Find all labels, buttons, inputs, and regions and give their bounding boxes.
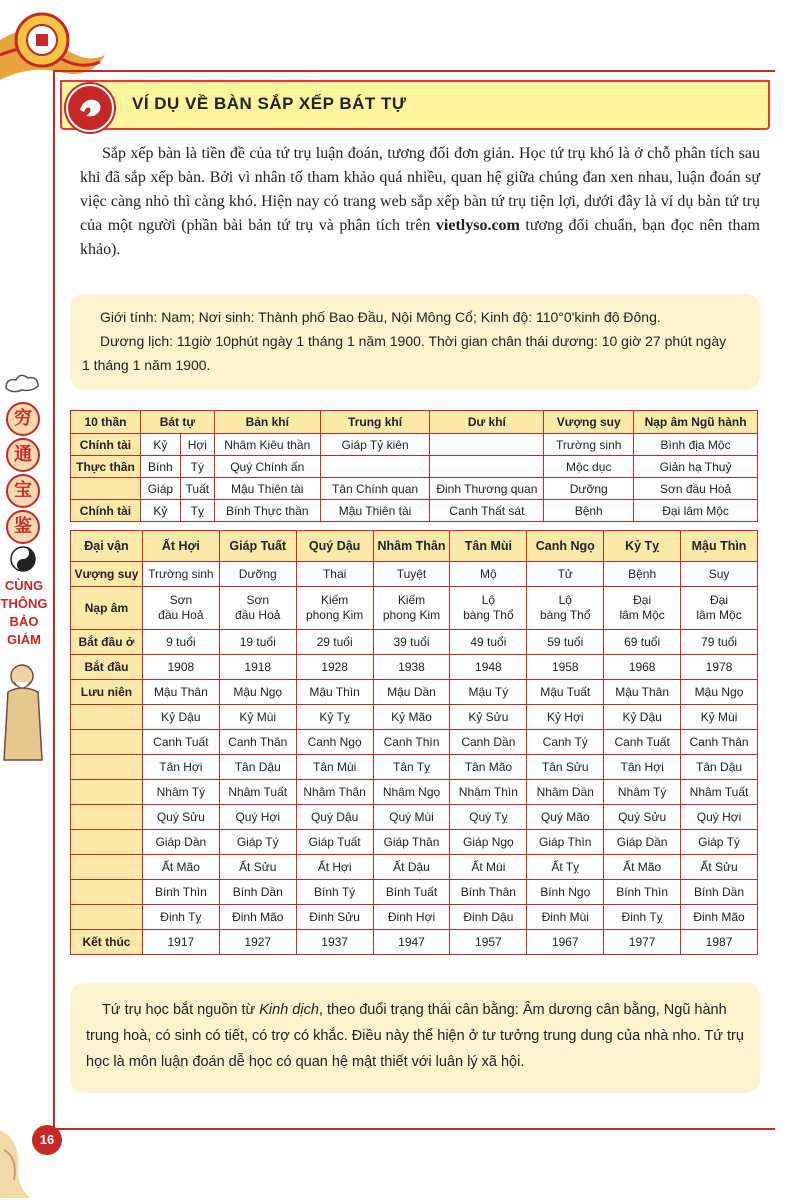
table-cell xyxy=(604,587,681,630)
table-row xyxy=(71,805,758,830)
cell-line: lâm Mộc xyxy=(696,608,742,622)
table-cell: Kỷ Mùi xyxy=(219,705,296,730)
table-cell: Nhâm Thân xyxy=(296,780,373,805)
table-cell: 79 tuổi xyxy=(681,630,758,655)
cell-line: Lộ xyxy=(558,593,572,607)
table-cell: Bính xyxy=(140,456,180,478)
table-cell: Hợi xyxy=(180,434,214,456)
table-row xyxy=(71,655,758,680)
table-cell: Đinh Tỵ xyxy=(604,905,681,930)
header-cell: Mậu Thìn xyxy=(681,531,758,562)
dai-van-table xyxy=(70,530,758,955)
table-cell: Canh Tý xyxy=(527,730,604,755)
side-char-4: 鉴 xyxy=(6,510,40,544)
table-row xyxy=(71,830,758,855)
table-cell xyxy=(527,587,604,630)
header-cell: Nạp âm Ngũ hành xyxy=(634,411,758,434)
cell-line: bàng Thổ xyxy=(540,608,591,622)
table-cell: Tân Mão xyxy=(450,755,527,780)
table-row xyxy=(71,780,758,805)
note-box xyxy=(70,983,760,1093)
table-row xyxy=(71,930,758,955)
table-row xyxy=(71,705,758,730)
table-row xyxy=(71,755,758,780)
yin-yang-icon xyxy=(10,546,36,572)
table-cell: Quý Chính ấn xyxy=(214,456,320,478)
table-cell: 1987 xyxy=(681,930,758,955)
table-cell: Giản hạ Thuỷ xyxy=(634,456,758,478)
header-cell: Bát tự xyxy=(140,411,214,434)
row-label xyxy=(71,905,143,930)
table-cell: Kỷ Tỵ xyxy=(296,705,373,730)
bat-tu-table xyxy=(70,410,758,522)
table-cell xyxy=(320,456,430,478)
table-cell: Tân Sửu xyxy=(527,755,604,780)
table-cell: Bính Ngọ xyxy=(527,880,604,905)
table-cell: 1947 xyxy=(373,930,450,955)
row-label: Kết thúc xyxy=(71,930,143,955)
table-cell: Tý xyxy=(180,456,214,478)
table-cell: Tuyệt xyxy=(373,562,450,587)
table-cell: 39 tuổi xyxy=(373,630,450,655)
table-cell: Mậu Thân xyxy=(604,680,681,705)
table-cell: Canh Thất sát xyxy=(430,500,544,522)
table-row xyxy=(71,478,758,500)
table-cell: Canh Dần xyxy=(450,730,527,755)
table-cell: Đinh Sửu xyxy=(296,905,373,930)
row-label: Bắt đầu ở xyxy=(71,630,143,655)
row-label: Vượng suy xyxy=(71,562,143,587)
table-cell: Mộ xyxy=(450,562,527,587)
table-cell: Kỷ Mùi xyxy=(681,705,758,730)
table-cell: Canh Thìn xyxy=(373,730,450,755)
table-header-row xyxy=(71,411,758,434)
header-cell: Bản khí xyxy=(214,411,320,434)
table-cell: Quý Hợi xyxy=(681,805,758,830)
table-cell: Bính Tý xyxy=(296,880,373,905)
table-cell: Quý Mão xyxy=(527,805,604,830)
table-cell: Nhâm Thìn xyxy=(450,780,527,805)
cell-line: Sơn xyxy=(169,593,193,607)
header-cell: Quý Dậu xyxy=(296,531,373,562)
table-cell: 1957 xyxy=(450,930,527,955)
table-cell: Canh Thân xyxy=(219,730,296,755)
header-cell: Canh Ngọ xyxy=(527,531,604,562)
table-cell xyxy=(142,587,219,630)
note-text xyxy=(86,997,746,1075)
page-number: 16 xyxy=(32,1125,62,1155)
row-label xyxy=(71,755,143,780)
table-cell: Mậu Dần xyxy=(373,680,450,705)
side-char-3: 宝 xyxy=(6,474,40,508)
table-cell: Dưỡng xyxy=(544,478,634,500)
table-row xyxy=(71,587,758,630)
table-cell: Bính Dần xyxy=(219,880,296,905)
table-cell: 29 tuổi xyxy=(296,630,373,655)
table-cell: Dưỡng xyxy=(219,562,296,587)
table-cell: 1917 xyxy=(142,930,219,955)
info-line-3: 1 tháng 1 năm 1900. xyxy=(82,357,211,373)
cell-line: đầu Hoả xyxy=(158,608,204,622)
table-cell: Chính tài xyxy=(71,500,141,522)
side-word-4: GIÁM xyxy=(7,632,41,647)
table-row xyxy=(71,730,758,755)
note-text-start: Tứ trụ học bắt nguồn từ xyxy=(102,1002,260,1018)
note-text-end: , theo đuổi trạng thái cân bằng: Âm dương cân bằng, Ngũ hành trung hoà, có sinh có tiết, có trợ có khắc. Điều này thể hiện ở tư tưởng trung dung của nhà nho. Tứ trụ học là môn luận đoán dễ học có quan hệ mật thiết với luân lý xã hội. xyxy=(86,1002,744,1070)
table-cell: Đinh Tỵ xyxy=(142,905,219,930)
table-cell: Ất Sửu xyxy=(681,855,758,880)
cell-line: đầu Hoả xyxy=(235,608,281,622)
table-cell: Nhâm Kiêu thần xyxy=(214,434,320,456)
table-cell: 1908 xyxy=(142,655,219,680)
cell-line: Lộ xyxy=(481,593,496,607)
table-cell: Tỵ xyxy=(180,500,214,522)
table-cell: Tân Chính quan xyxy=(320,478,430,500)
header-cell: 10 thần xyxy=(71,411,141,434)
table-cell: Giáp Tuất xyxy=(296,830,373,855)
side-char-1: 穷 xyxy=(6,402,40,436)
table-cell: Kỷ Mão xyxy=(373,705,450,730)
row-label xyxy=(71,780,143,805)
table-row xyxy=(71,855,758,880)
table-cell: Đinh Mão xyxy=(219,905,296,930)
table-cell: Mậu Thiên tài xyxy=(214,478,320,500)
table-cell: Bình địa Mộc xyxy=(634,434,758,456)
header-cell: Nhâm Thân xyxy=(373,531,450,562)
table-cell: Bính Tuất xyxy=(373,880,450,905)
table-cell: Giáp Tỷ kiên xyxy=(320,434,430,456)
table-cell: Kỷ Dậu xyxy=(604,705,681,730)
table-row xyxy=(71,630,758,655)
table-cell: Giáp Dần xyxy=(142,830,219,855)
table-cell: 1978 xyxy=(681,655,758,680)
row-label: Lưu niên xyxy=(71,680,143,705)
table-cell: Kỷ xyxy=(140,500,180,522)
birth-info-box xyxy=(70,294,760,390)
row-label xyxy=(71,855,143,880)
table-cell: Bính Thìn xyxy=(604,880,681,905)
table-cell: Mậu Ngọ xyxy=(219,680,296,705)
intro-text-end: tương đối chuẩn, bạn đọc nên tham khảo). xyxy=(80,217,760,258)
table-cell: Đinh Mão xyxy=(681,905,758,930)
table-row xyxy=(71,905,758,930)
website-link: vietlyso.com xyxy=(435,217,520,234)
table-cell: Quý Tỵ xyxy=(450,805,527,830)
table-cell: Sơn đầu Hoả xyxy=(634,478,758,500)
side-word-3: BẢO xyxy=(9,614,39,629)
table-row xyxy=(71,456,758,478)
table-cell: 1968 xyxy=(604,655,681,680)
table-row xyxy=(71,500,758,522)
table-cell: Quý Dậu xyxy=(296,805,373,830)
table-cell: Bệnh xyxy=(604,562,681,587)
table-cell: Quý Mùi xyxy=(373,805,450,830)
table-cell xyxy=(450,587,527,630)
table-cell xyxy=(296,587,373,630)
table-cell: Nhâm Tuất xyxy=(219,780,296,805)
table-cell: Thực thần xyxy=(71,456,141,478)
table-cell xyxy=(681,587,758,630)
table-cell: Bính Thực thần xyxy=(214,500,320,522)
table-cell xyxy=(219,587,296,630)
table-row xyxy=(71,880,758,905)
cell-line: Đại xyxy=(710,593,729,607)
table-cell: 1967 xyxy=(527,930,604,955)
header-cell: Đại vận xyxy=(71,531,143,562)
table-cell: Ất Mùi xyxy=(450,855,527,880)
table-cell: Mậu Thân xyxy=(142,680,219,705)
table-cell: Ất Dậu xyxy=(373,855,450,880)
table-cell: Bệnh xyxy=(544,500,634,522)
table-row xyxy=(71,562,758,587)
table-cell: 49 tuổi xyxy=(450,630,527,655)
table-cell: Tân Dậu xyxy=(219,755,296,780)
cell-line: Sơn xyxy=(246,593,270,607)
table-cell: Trường sinh xyxy=(142,562,219,587)
table-cell: Suy xyxy=(681,562,758,587)
table-cell: 69 tuổi xyxy=(604,630,681,655)
flower-ornament-icon xyxy=(0,1110,50,1200)
table-cell xyxy=(430,456,544,478)
table-cell: 1977 xyxy=(604,930,681,955)
table-cell: Nhâm Dần xyxy=(527,780,604,805)
row-label xyxy=(71,730,143,755)
cell-line: Kiếm xyxy=(397,593,426,607)
header-cell: Dư khí xyxy=(430,411,544,434)
table-cell: Quý Hợi xyxy=(219,805,296,830)
table-cell: Bính Thân xyxy=(450,880,527,905)
intro-paragraph xyxy=(80,142,760,262)
table-cell: Mậu Thiên tài xyxy=(320,500,430,522)
table-cell: Nhâm Ngọ xyxy=(373,780,450,805)
table-cell xyxy=(430,434,544,456)
table-cell: 19 tuổi xyxy=(219,630,296,655)
table-cell: Tân Hợi xyxy=(604,755,681,780)
figure-icon xyxy=(0,660,46,770)
table-cell: 1938 xyxy=(373,655,450,680)
table-cell: Giáp Thìn xyxy=(527,830,604,855)
table-cell: Giáp Tý xyxy=(219,830,296,855)
section-title: VÍ DỤ VỀ BÀN SẮP XẾP BÁT TỰ xyxy=(132,94,407,113)
table-cell: Ất Tỵ xyxy=(527,855,604,880)
header-cell: Vượng suy xyxy=(544,411,634,434)
row-label: Bắt đầu xyxy=(71,655,143,680)
table-cell: Canh Thân xyxy=(681,730,758,755)
cell-line: phong Kim xyxy=(382,608,441,622)
table-cell: Ất Hợi xyxy=(296,855,373,880)
row-label xyxy=(71,805,143,830)
table-cell: Tuất xyxy=(180,478,214,500)
row-label: Nạp âm xyxy=(71,587,143,630)
table-cell: Ất Mão xyxy=(604,855,681,880)
table-cell: Đinh Thương quan xyxy=(430,478,544,500)
side-word-2: THÔNG xyxy=(0,596,48,611)
table-cell: Kỷ Dậu xyxy=(142,705,219,730)
table-cell: Canh Ngọ xyxy=(296,730,373,755)
header-cell: Tân Mùi xyxy=(450,531,527,562)
table-cell: Canh Tuất xyxy=(142,730,219,755)
table-cell: Mậu Tuất xyxy=(527,680,604,705)
cell-line: Kiếm xyxy=(320,593,349,607)
header-cell: Trung khí xyxy=(320,411,430,434)
table-cell: Giáp xyxy=(140,478,180,500)
table-cell: Mậu Thìn xyxy=(296,680,373,705)
table-cell: Giáp Dần xyxy=(604,830,681,855)
table-cell: Giáp Thân xyxy=(373,830,450,855)
note-italic: Kinh dịch xyxy=(259,1002,319,1018)
header-cell: Giáp Tuất xyxy=(219,531,296,562)
side-word-1: CÙNG xyxy=(4,578,44,593)
row-label xyxy=(71,880,143,905)
table-cell: Đại lâm Mộc xyxy=(634,500,758,522)
cell-line: Đại xyxy=(633,593,652,607)
dragon-emblem-icon xyxy=(66,84,114,132)
cell-line: lâm Mộc xyxy=(619,608,665,622)
table-cell: 1937 xyxy=(296,930,373,955)
row-label xyxy=(71,830,143,855)
section-title-bar xyxy=(60,80,770,130)
intro-text: Sắp xếp bàn là tiền đề của tứ trụ luận đoán, tương đối đơn giản. Học tứ trụ khó là ở chỗ phân tích sau khi đã sắp xếp bàn. Bởi vì nhân tố tham khảo quá nhiều, quan hệ giữa chúng đan xen nhau, luận đoán sự việc càng nhỏ thì càng khó. Hiện nay có trang web sắp xếp bàn tứ trụ tiện lợi, dưới đây là ví dụ bàn tứ trụ của một người (phần bài bản tứ trụ và phân tích trên xyxy=(80,145,760,234)
table-cell: Kỷ Sửu xyxy=(450,705,527,730)
table-row xyxy=(71,680,758,705)
table-cell: Đinh Mùi xyxy=(527,905,604,930)
cell-line: phong Kim xyxy=(305,608,364,622)
table-cell: Quý Sửu xyxy=(604,805,681,830)
table-cell: Ất Sửu xyxy=(219,855,296,880)
table-cell: 1918 xyxy=(219,655,296,680)
table-cell: Bính Thìn xyxy=(142,880,219,905)
table-cell: Giáp Tý xyxy=(681,830,758,855)
table-cell xyxy=(71,478,141,500)
table-cell: Tân Hợi xyxy=(142,755,219,780)
header-cell: Kỷ Tỵ xyxy=(604,531,681,562)
table-cell: 1948 xyxy=(450,655,527,680)
table-cell: 1958 xyxy=(527,655,604,680)
table-cell: Quý Sửu xyxy=(142,805,219,830)
table-cell: Tử xyxy=(527,562,604,587)
table-cell xyxy=(373,587,450,630)
sidebar xyxy=(0,330,48,780)
cloud-icon xyxy=(2,370,42,394)
table-cell: Bính Dần xyxy=(681,880,758,905)
info-line-2: Dương lịch: 11giờ 10phút ngày 1 tháng 1 năm 1900. Thời gian chân thái dương: 10 giờ 27 phút ngày xyxy=(100,333,727,349)
side-char-2: 通 xyxy=(6,438,40,472)
table-cell: 1928 xyxy=(296,655,373,680)
table-cell: Mậu Tý xyxy=(450,680,527,705)
table-cell: Nhâm Tý xyxy=(142,780,219,805)
table-cell: Tân Tỵ xyxy=(373,755,450,780)
cell-line: bàng Thổ xyxy=(463,608,514,622)
table-cell: Canh Tuất xyxy=(604,730,681,755)
table-cell: Nhâm Tý xyxy=(604,780,681,805)
table-cell: 59 tuổi xyxy=(527,630,604,655)
table-cell: Kỷ Hợi xyxy=(527,705,604,730)
table-cell: Trường sinh xyxy=(544,434,634,456)
table-cell: Tân Mùi xyxy=(296,755,373,780)
table-cell: Mậu Ngọ xyxy=(681,680,758,705)
table-cell: Giáp Ngọ xyxy=(450,830,527,855)
table-cell: Chính tài xyxy=(71,434,141,456)
table-cell: Đinh Hợi xyxy=(373,905,450,930)
table-cell: Kỷ xyxy=(140,434,180,456)
table-cell: 9 tuổi xyxy=(142,630,219,655)
table-row xyxy=(71,434,758,456)
row-label xyxy=(71,705,143,730)
table-cell: Nhâm Tuất xyxy=(681,780,758,805)
table-cell: Mộc dục xyxy=(544,456,634,478)
table-cell: Tân Dậu xyxy=(681,755,758,780)
table-cell: 1927 xyxy=(219,930,296,955)
header-cell: Ất Hợi xyxy=(142,531,219,562)
table-cell: Thai xyxy=(296,562,373,587)
table-cell: Ất Mão xyxy=(142,855,219,880)
table-header-row xyxy=(71,531,758,562)
info-line-1: Giới tính: Nam; Nơi sinh: Thành phố Bao Đầu, Nội Mông Cổ; Kinh độ: 110°0'kinh độ Đông. xyxy=(100,309,661,325)
table-cell: Đinh Dậu xyxy=(450,905,527,930)
